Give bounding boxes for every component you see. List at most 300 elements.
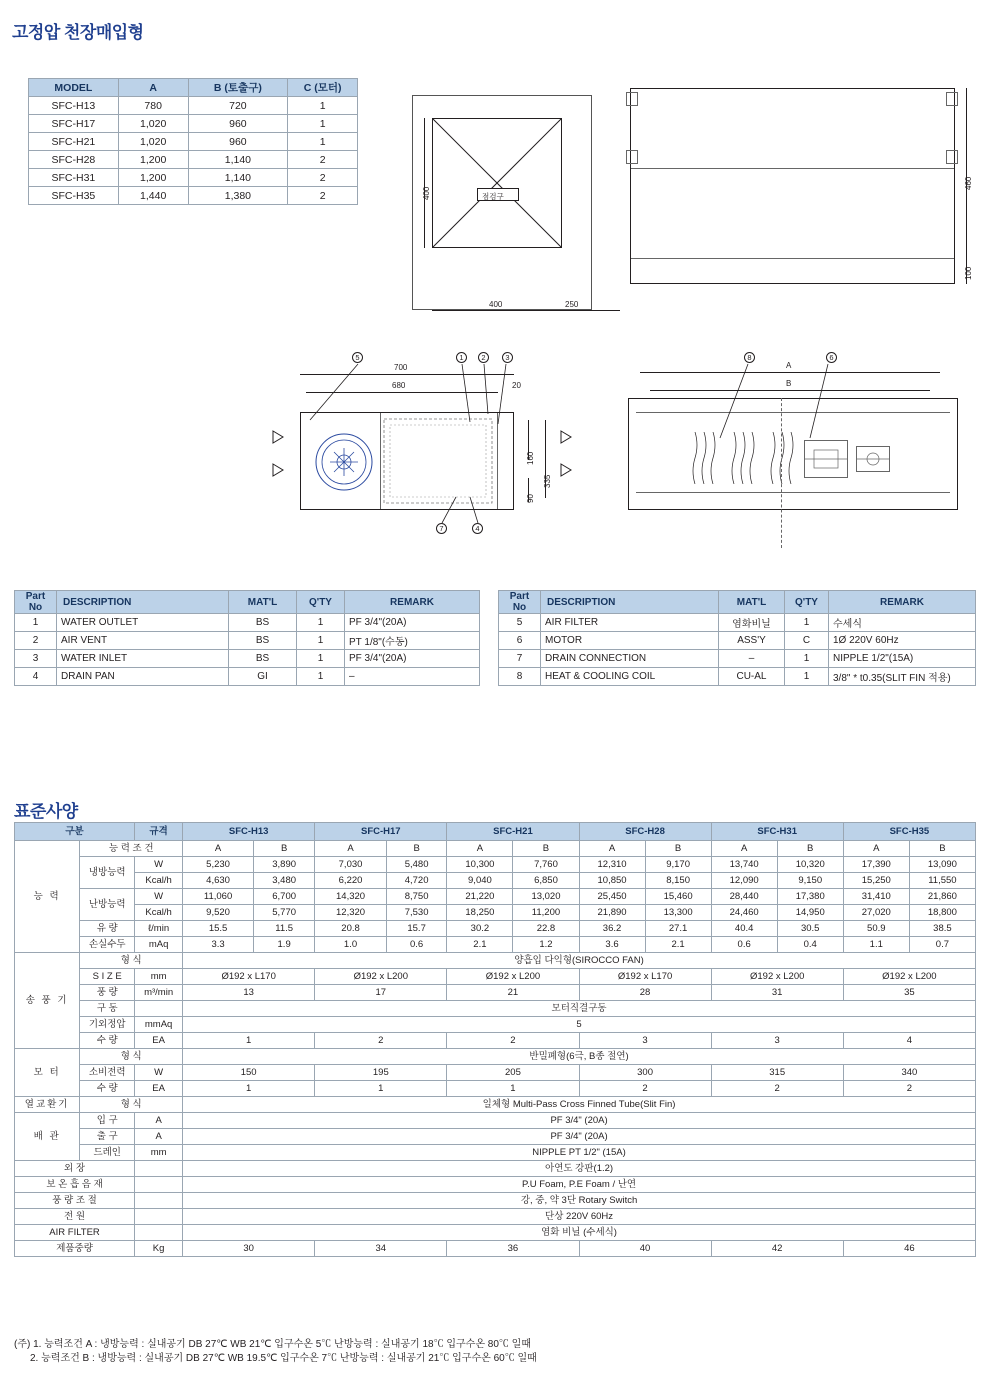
hanger-bl <box>626 150 638 164</box>
spec-value: PF 3/4" (20A) <box>183 1113 976 1129</box>
spec-label: 형 식 <box>80 1097 183 1113</box>
spec-row-capacity <box>15 857 976 873</box>
part-cell: BS <box>229 614 297 632</box>
spec-value: Ø192 x L200 <box>843 969 975 985</box>
spec-value: 4,720 <box>386 873 447 889</box>
front-dim-700: 700 <box>394 363 408 372</box>
spec-value: NIPPLE PT 1/2" (15A) <box>183 1145 976 1161</box>
model-value-cell: 2 <box>288 187 358 205</box>
part-cell: – <box>719 650 785 668</box>
spec-label: 풍 량 조 절 <box>15 1193 135 1209</box>
airflow-arrow-icon-4 <box>560 463 572 477</box>
callouts-123-leaders <box>440 362 520 432</box>
side-dim-line-460 <box>966 88 967 258</box>
spec-value: 22.8 <box>513 921 579 937</box>
spec-value: 2 <box>711 1081 843 1097</box>
spec-value: 340 <box>843 1065 975 1081</box>
spec-row-fan-drive <box>15 1001 976 1017</box>
parts-table-left <box>14 590 480 686</box>
spec-value: 15,460 <box>645 889 711 905</box>
spec-value: B <box>777 841 843 857</box>
spec-col-division: 구분 <box>15 823 135 841</box>
footnote-1: (주) 1. 능력조건 A : 냉방능력 : 실내공기 DB 27℃ WB 21℃ 입구수온 5℃ 난방능력 : 실내공기 18℃ 입구수온 80℃ 일때 <box>14 1339 531 1350</box>
spec-label: 전 원 <box>15 1209 135 1225</box>
c-col-header: C (모터) <box>288 79 358 97</box>
spec-row-misc <box>15 1177 976 1193</box>
spec-group-motor: 모 터 <box>15 1049 80 1097</box>
callout-1: 1 <box>456 352 467 363</box>
spec-value: 10,300 <box>447 857 513 873</box>
spec-value: 21 <box>447 985 579 1001</box>
spec-value: 11,550 <box>909 873 975 889</box>
spec-value: 28 <box>579 985 711 1001</box>
standard-specification-table <box>14 822 976 1257</box>
hanger-tr <box>946 92 958 106</box>
model-value-cell: 2 <box>288 151 358 169</box>
part-cell: C <box>785 632 829 650</box>
model-value-cell: 1 <box>288 97 358 115</box>
model-value-cell: 1 <box>288 133 358 151</box>
footnotes <box>14 1338 537 1366</box>
model-value-cell: 1,020 <box>118 115 188 133</box>
spec-value: B <box>645 841 711 857</box>
spec-unit <box>135 1193 183 1209</box>
spec-value: 9,170 <box>645 857 711 873</box>
spec-value: 0.7 <box>909 937 975 953</box>
table-row <box>15 632 480 650</box>
spec-unit: m³/min <box>135 985 183 1001</box>
spec-unit <box>135 1225 183 1241</box>
part-cell: NIPPLE 1/2"(15A) <box>829 650 976 668</box>
spec-value: 0.6 <box>386 937 447 953</box>
part-cell: 5 <box>499 614 541 632</box>
spec-value: 50.9 <box>843 921 909 937</box>
spec-value: 195 <box>315 1065 447 1081</box>
spec-value: 13,020 <box>513 889 579 905</box>
spec-value: 1.0 <box>315 937 387 953</box>
spec-value: 13,740 <box>711 857 777 873</box>
part-cell: 염화비닐 <box>719 614 785 632</box>
spec-value: 36 <box>447 1241 579 1257</box>
spec-value: 300 <box>579 1065 711 1081</box>
part-cell: GI <box>229 668 297 686</box>
spec-value: 12,310 <box>579 857 645 873</box>
section-dim-a: A <box>786 361 792 370</box>
spec-label: 능 력 조 건 <box>80 841 183 857</box>
top-dim-line-v <box>424 118 425 248</box>
spec-label: 형 식 <box>80 1049 183 1065</box>
model-value-cell: 1,200 <box>118 169 188 187</box>
spec-value: 25,450 <box>579 889 645 905</box>
spec-value: 14,950 <box>777 905 843 921</box>
spec-col-unit: 규격 <box>135 823 183 841</box>
hanger-br <box>946 150 958 164</box>
spec-value: 1.2 <box>513 937 579 953</box>
spec-value: 315 <box>711 1065 843 1081</box>
spec-value: 40.4 <box>711 921 777 937</box>
spec-value: A <box>183 841 254 857</box>
matl-col-header: MAT'L <box>229 591 297 614</box>
model-value-cell: 1,140 <box>188 169 288 187</box>
part-cell: DRAIN CONNECTION <box>541 650 719 668</box>
spec-unit <box>135 1161 183 1177</box>
spec-value: 1.1 <box>843 937 909 953</box>
part-cell: AIR FILTER <box>541 614 719 632</box>
spec-group-fan: 송 풍 기 <box>15 953 80 1049</box>
spec-label: 기외정압 <box>80 1017 135 1033</box>
front-dim-90: 90 <box>526 494 535 503</box>
spec-value: B <box>513 841 579 857</box>
part-cell: 8 <box>499 668 541 686</box>
model-value-cell: 1,020 <box>118 133 188 151</box>
spec-value: 0.6 <box>711 937 777 953</box>
spec-value: 2.1 <box>645 937 711 953</box>
spec-unit: mm <box>135 1145 183 1161</box>
spec-value: P.U Foam, P.E Foam / 난연 <box>183 1177 976 1193</box>
spec-value: 18,250 <box>447 905 513 921</box>
spec-label: 풍 량 <box>80 985 135 1001</box>
spec-label: 유 량 <box>80 921 135 937</box>
side-dim-line-250 <box>540 310 620 311</box>
part-cell: 2 <box>15 632 57 650</box>
section-view-bot-inner <box>636 492 950 493</box>
spec-value: 2 <box>315 1033 447 1049</box>
model-name-cell: SFC-H13 <box>29 97 119 115</box>
callouts-68-leaders <box>710 362 840 442</box>
spec-col-h35: SFC-H35 <box>843 823 975 841</box>
spec-row-pipe <box>15 1145 976 1161</box>
remark-col-header: REMARK <box>345 591 480 614</box>
spec-value: 반밀폐형(6극, B종 절연) <box>183 1049 976 1065</box>
callout-7: 7 <box>436 523 447 534</box>
spec-row-capacity <box>15 921 976 937</box>
part-cell: – <box>345 668 480 686</box>
spec-header-row <box>15 823 976 841</box>
part-cell: 1 <box>297 632 345 650</box>
spec-row-weight <box>15 1241 976 1257</box>
spec-value: 1 <box>315 1081 447 1097</box>
part-cell: BS <box>229 650 297 668</box>
table-row <box>29 169 358 187</box>
table-row <box>29 151 358 169</box>
spec-value: 9,520 <box>183 905 254 921</box>
spec-unit <box>135 1001 183 1017</box>
spec-unit: W <box>135 857 183 873</box>
top-dim-400-h: 400 <box>489 300 503 309</box>
spec-row-capacity <box>15 873 976 889</box>
spec-unit: A <box>135 1129 183 1145</box>
spec-value: 30.5 <box>777 921 843 937</box>
top-view-cross-icon <box>432 118 562 248</box>
spec-row-fan-type <box>15 953 976 969</box>
spec-value: 7,030 <box>315 857 387 873</box>
spec-value: 3,890 <box>254 857 315 873</box>
spec-value: 21,890 <box>579 905 645 921</box>
section-dim-b: B <box>786 379 792 388</box>
spec-value: 40 <box>579 1241 711 1257</box>
spec-value: 30 <box>183 1241 315 1257</box>
callout-8: 8 <box>744 352 755 363</box>
a-col-header: A <box>118 79 188 97</box>
part-cell: CU-AL <box>719 668 785 686</box>
callout-2: 2 <box>478 352 489 363</box>
spec-col-h21: SFC-H21 <box>447 823 579 841</box>
model-value-cell: 1,140 <box>188 151 288 169</box>
part-cell: 7 <box>499 650 541 668</box>
top-dim-400-v: 400 <box>422 186 431 200</box>
spec-row-pipe <box>15 1129 976 1145</box>
spec-row-misc <box>15 1161 976 1177</box>
spec-value: 3 <box>711 1033 843 1049</box>
part-cell: 1 <box>785 668 829 686</box>
part-cell: AIR VENT <box>57 632 229 650</box>
callout-5-leader <box>300 362 362 422</box>
side-view-outline <box>630 88 955 284</box>
spec-group-pipe: 배 관 <box>15 1113 80 1161</box>
spec-value: Ø192 x L170 <box>183 969 315 985</box>
part-cell: ASS'Y <box>719 632 785 650</box>
spec-section-title: 표준사양 <box>14 802 78 821</box>
spec-value: 10,850 <box>579 873 645 889</box>
spec-value: 15.7 <box>386 921 447 937</box>
model-value-cell: 720 <box>188 97 288 115</box>
motor-detail-icon-2 <box>856 446 890 472</box>
spec-value: 4,630 <box>183 873 254 889</box>
spec-unit: EA <box>135 1033 183 1049</box>
spec-unit: mmAq <box>135 1017 183 1033</box>
model-value-cell: 1,380 <box>188 187 288 205</box>
spec-row-capacity <box>15 937 976 953</box>
spec-value: 18,800 <box>909 905 975 921</box>
part-cell: 1 <box>297 668 345 686</box>
spec-value: 0.4 <box>777 937 843 953</box>
spec-value: 모터직결구동 <box>183 1001 976 1017</box>
spec-row-fan-size <box>15 969 976 985</box>
spec-row-fan-flow <box>15 985 976 1001</box>
spec-value: A <box>711 841 777 857</box>
model-value-cell: 1,440 <box>118 187 188 205</box>
spec-value: 8,750 <box>386 889 447 905</box>
spec-value: 11.5 <box>254 921 315 937</box>
motor-detail-icon <box>804 440 848 478</box>
spec-unit: ℓ/min <box>135 921 183 937</box>
spec-label: 수 량 <box>80 1033 135 1049</box>
table-row <box>499 650 976 668</box>
spec-label: 외 장 <box>15 1161 135 1177</box>
spec-value: 5,230 <box>183 857 254 873</box>
part-cell: 1Ø 220V 60Hz <box>829 632 976 650</box>
spec-row-fan-qty <box>15 1033 976 1049</box>
spec-value: 2 <box>447 1033 579 1049</box>
spec-value: A <box>315 841 387 857</box>
spec-row-misc <box>15 1193 976 1209</box>
spec-value: 36.2 <box>579 921 645 937</box>
spec-value: B <box>909 841 975 857</box>
qty-col-header: Q'TY <box>785 591 829 614</box>
part-cell: 6 <box>499 632 541 650</box>
spec-value: 단상 220V 60Hz <box>183 1209 976 1225</box>
spec-unit: Kcal/h <box>135 873 183 889</box>
spec-unit: W <box>135 889 183 905</box>
model-name-cell: SFC-H21 <box>29 133 119 151</box>
spec-value: 일체형 Multi-Pass Cross Finned Tube(Slit Fin) <box>183 1097 976 1113</box>
spec-value: 5,770 <box>254 905 315 921</box>
spec-value: Ø192 x L200 <box>711 969 843 985</box>
spec-value: PF 3/4" (20A) <box>183 1129 976 1145</box>
section-centerline <box>781 398 782 548</box>
side-dim-250: 250 <box>565 300 579 309</box>
spec-row-misc <box>15 1209 976 1225</box>
spec-row-motor-power <box>15 1065 976 1081</box>
spec-value: 17 <box>315 985 447 1001</box>
airflow-arrow-icon-2 <box>272 463 284 477</box>
spec-value: 3.6 <box>579 937 645 953</box>
spec-value: 강, 중, 약 3단 Rotary Switch <box>183 1193 976 1209</box>
side-dim-460: 460 <box>964 176 973 190</box>
callout-3: 3 <box>502 352 513 363</box>
spec-col-h17: SFC-H17 <box>315 823 447 841</box>
description-col-header: DESCRIPTION <box>541 591 719 614</box>
spec-value: 35 <box>843 985 975 1001</box>
spec-row-motor-type <box>15 1049 976 1065</box>
spec-value: 2 <box>843 1081 975 1097</box>
part-cell: PF 3/4"(20A) <box>345 650 480 668</box>
spec-col-h13: SFC-H13 <box>183 823 315 841</box>
table-row <box>29 115 358 133</box>
spec-label: 소비전력 <box>80 1065 135 1081</box>
footnote-2: 2. 능력조건 B : 냉방능력 : 실내공기 DB 27℃ WB 19.5℃ 입구수온 7℃ 난방능력 : 실내공기 21℃ 입구수온 60℃ 일때 <box>30 1353 537 1364</box>
part-cell: 수세식 <box>829 614 976 632</box>
spec-row-hx <box>15 1097 976 1113</box>
spec-value: 아연도 강판(1.2) <box>183 1161 976 1177</box>
spec-value: 42 <box>711 1241 843 1257</box>
spec-unit: W <box>135 1065 183 1081</box>
hanger-tl <box>626 92 638 106</box>
spec-value: 150 <box>183 1065 315 1081</box>
spec-value: 27.1 <box>645 921 711 937</box>
spec-value: 20.8 <box>315 921 387 937</box>
spec-unit <box>135 1209 183 1225</box>
spec-value: 24,460 <box>711 905 777 921</box>
part-cell: 1 <box>785 650 829 668</box>
side-view-divider2 <box>631 258 954 259</box>
spec-group-capacity: 능 력 <box>15 841 80 953</box>
spec-label: 구 동 <box>80 1001 135 1017</box>
inspection-opening-label: 점검구 <box>482 192 504 201</box>
model-value-cell: 1 <box>288 115 358 133</box>
spec-row-capacity <box>15 905 976 921</box>
partno-col-header: Part No <box>15 591 57 614</box>
spec-value: 6,220 <box>315 873 387 889</box>
spec-value: Ø192 x L170 <box>579 969 711 985</box>
part-cell: DRAIN PAN <box>57 668 229 686</box>
spec-value: B <box>254 841 315 857</box>
spec-value: 31 <box>711 985 843 1001</box>
airflow-arrow-icon-1 <box>272 430 284 444</box>
matl-col-header: MAT'L <box>719 591 785 614</box>
remark-col-header: REMARK <box>829 591 976 614</box>
model-value-cell: 1,200 <box>118 151 188 169</box>
spec-label: 제품중량 <box>15 1241 135 1257</box>
spec-label: S I Z E <box>80 969 135 985</box>
b-col-header: B (토출구) <box>188 79 288 97</box>
table-header-row <box>499 591 976 614</box>
model-name-cell: SFC-H28 <box>29 151 119 169</box>
table-row <box>15 668 480 686</box>
spec-value: A <box>447 841 513 857</box>
model-value-cell: 960 <box>188 133 288 151</box>
part-cell: WATER INLET <box>57 650 229 668</box>
table-row <box>15 650 480 668</box>
sirocco-fan-icon <box>312 422 378 502</box>
spec-value: 27,020 <box>843 905 909 921</box>
spec-value: 11,200 <box>513 905 579 921</box>
table-row <box>499 632 976 650</box>
model-name-cell: SFC-H17 <box>29 115 119 133</box>
table-row <box>29 187 358 205</box>
spec-label: AIR FILTER <box>15 1225 135 1241</box>
spec-value: 5 <box>183 1017 976 1033</box>
spec-value: 양흡입 다익형(SIROCCO FAN) <box>183 953 976 969</box>
spec-label: 수 량 <box>80 1081 135 1097</box>
table-row <box>29 133 358 151</box>
spec-unit: EA <box>135 1081 183 1097</box>
spec-value: 2.1 <box>447 937 513 953</box>
part-cell: 1 <box>15 614 57 632</box>
side-dim-100: 100 <box>964 266 973 280</box>
spec-value: 13 <box>183 985 315 1001</box>
spec-unit: Kg <box>135 1241 183 1257</box>
spec-col-h31: SFC-H31 <box>711 823 843 841</box>
spec-value: 8,150 <box>645 873 711 889</box>
part-cell: MOTOR <box>541 632 719 650</box>
spec-value: 12,090 <box>711 873 777 889</box>
callouts-47-leaders <box>430 495 490 525</box>
model-col-header: MODEL <box>29 79 119 97</box>
table-row <box>29 97 358 115</box>
spec-unit: Kcal/h <box>135 905 183 921</box>
spec-value: 17,390 <box>843 857 909 873</box>
spec-value: 1 <box>183 1033 315 1049</box>
spec-value: 13,090 <box>909 857 975 873</box>
airflow-arrow-icon-3 <box>560 430 572 444</box>
spec-value: 38.5 <box>909 921 975 937</box>
model-value-cell: 2 <box>288 169 358 187</box>
spec-value: 1.9 <box>254 937 315 953</box>
spec-value: 13,300 <box>645 905 711 921</box>
table-header-row <box>15 591 480 614</box>
spec-unit <box>135 1177 183 1193</box>
part-cell: 1 <box>297 650 345 668</box>
spec-value: 7,530 <box>386 905 447 921</box>
spec-value: Ø192 x L200 <box>315 969 447 985</box>
spec-value: 46 <box>843 1241 975 1257</box>
model-name-cell: SFC-H31 <box>29 169 119 187</box>
description-col-header: DESCRIPTION <box>57 591 229 614</box>
spec-value: 2 <box>579 1081 711 1097</box>
spec-label: 손실수두 <box>80 937 135 953</box>
spec-label: 출 구 <box>80 1129 135 1145</box>
table-header-row <box>29 79 358 97</box>
inspection-opening-label-box <box>477 188 519 201</box>
spec-value: Ø192 x L200 <box>447 969 579 985</box>
spec-value: 31,410 <box>843 889 909 905</box>
spec-value: 7,760 <box>513 857 579 873</box>
spec-label: 보 온 흡 음 재 <box>15 1177 135 1193</box>
spec-value: 14,320 <box>315 889 387 905</box>
spec-col-h28: SFC-H28 <box>579 823 711 841</box>
spec-value: 28,440 <box>711 889 777 905</box>
